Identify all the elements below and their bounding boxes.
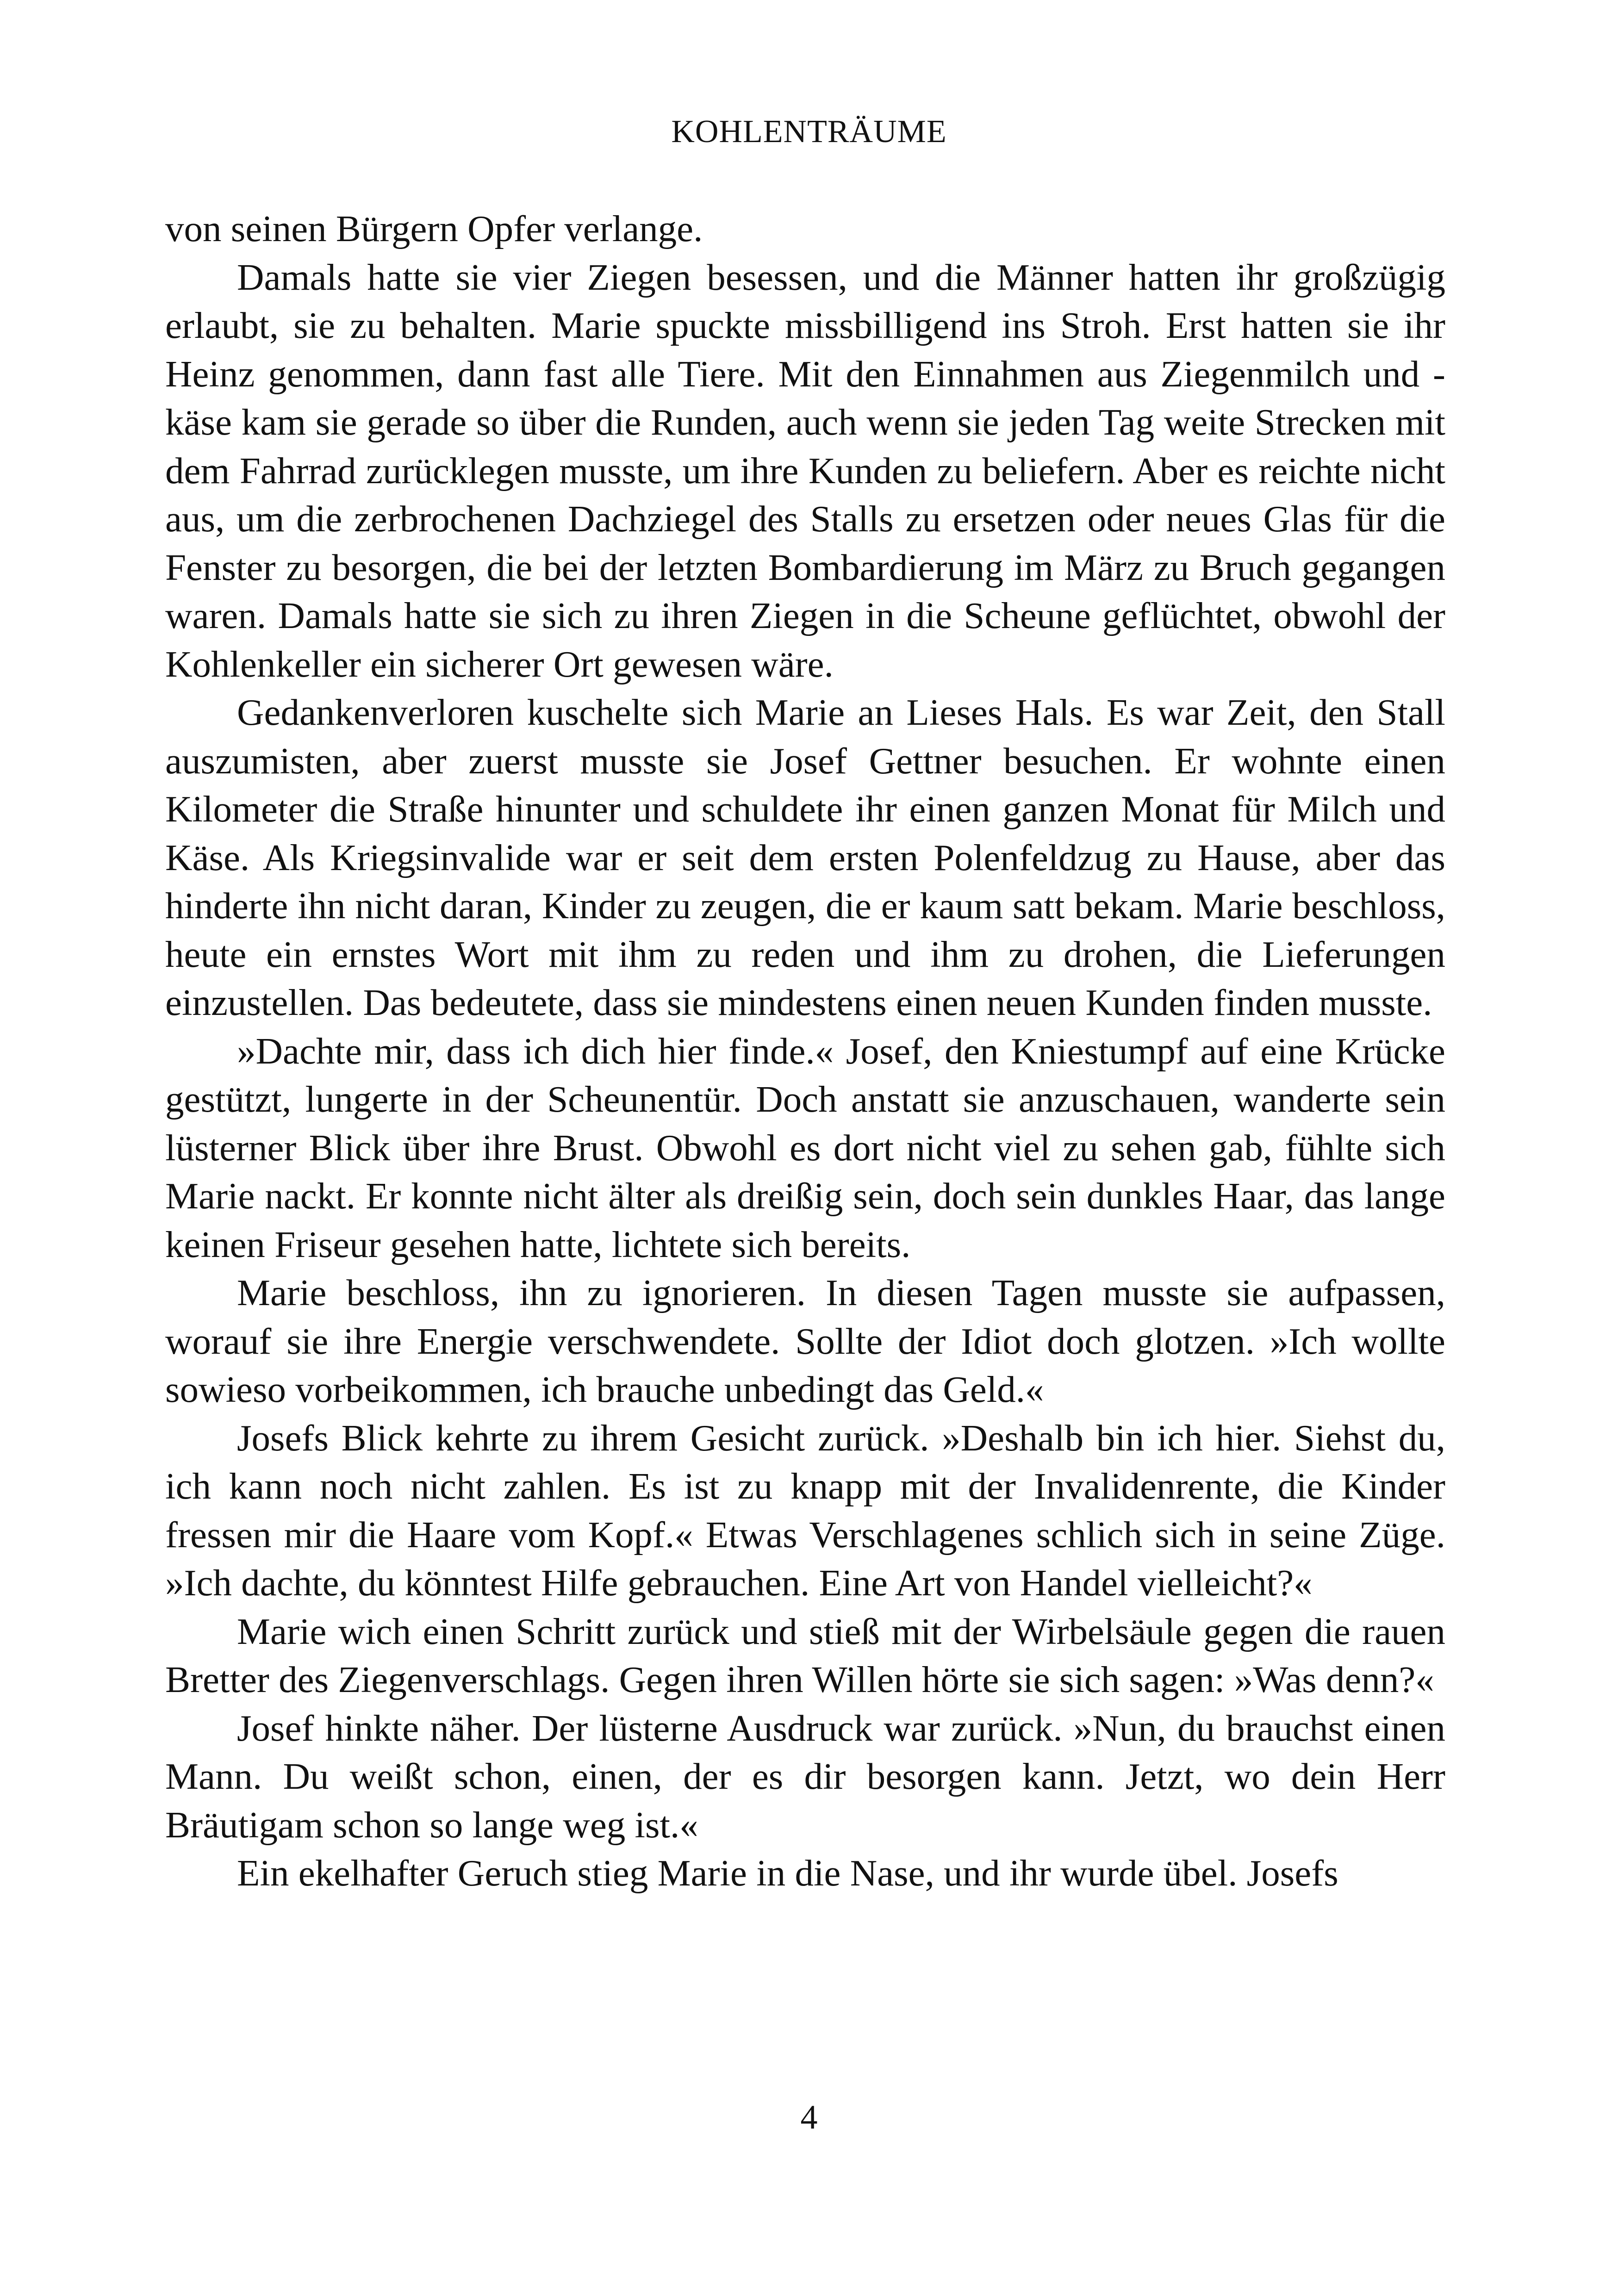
paragraph: »Dachte mir, dass ich dich hier finde.« Josef, den Kniestumpf auf eine Krücke gestützt, lungerte in der Scheunentür. Doch anstatt sie anzuschauen, wanderte sein lüsterner Blick über ihre Brust. Obwohl es dort nicht viel zu sehen gab, fühlte sich Marie nackt. Er konnte nicht älter als dreißig sein, doch sein dunkles Haar, das lange keinen Friseur gesehen hatte, lichtete sich bereits. <box>165 1030 1445 1265</box>
paragraph: Marie beschloss, ihn zu ignorieren. In diesen Tagen musste sie aufpassen, worauf sie ihre Energie verschwendete. Sollte der Idiot doch glotzen. »Ich wollte sowieso vorbeikommen, ich brauche unbedingt das Geld.« <box>165 1272 1445 1410</box>
page-number: 4 <box>800 2098 818 2136</box>
paragraph: Marie wich einen Schritt zurück und stieß mit der Wirbelsäule gegen die rauen Bretter des Ziegenverschlags. Gegen ihren Willen hörte sie sich sagen: »Was denn?« <box>165 1610 1445 1700</box>
paragraph: Josef hinkte näher. Der lüsterne Ausdruck war zurück. »Nun, du brauchst einen Mann. Du weißt schon, einen, der es dir besorgen kann. Jetzt, wo dein Herr Bräutigam schon so lange weg ist.« <box>165 1707 1445 1846</box>
paragraph-continuation: von seinen Bürgern Opfer verlange. <box>165 208 703 249</box>
paragraph-last: Ein ekelhafter Geruch stieg Marie in die Nase, und ihr wurde übel. Josefs <box>237 1852 1338 1894</box>
paragraph: Damals hatte sie vier Ziegen besessen, und die Männer hatten ihr großzügig erlaubt, sie zu behalten. Marie spuckte missbilligend ins Stroh. Erst hatten sie ihr Heinz genommen, dann fast alle Tiere. Mit den Einnahmen aus Ziegenmilch und -käse kam sie gerade so über die Runden, auch wenn sie jeden Tag weite Strecken mit dem Fahrrad zurücklegen musste, um ihre Kunden zu beliefern. Aber es reichte nicht aus, um die zerbrochenen Dachziegel des Stalls zu ersetzen oder neues Glas für die Fenster zu besorgen, die bei der letzten Bombardierung im März zu Bruch gegangen waren. Damals hatte sie sich zu ihren Ziegen in die Scheune geflüchtet, obwohl der Kohlenkeller ein sicherer Ort gewesen wäre. <box>165 256 1445 685</box>
paragraph: Josefs Blick kehrte zu ihrem Gesicht zurück. »Deshalb bin ich hier. Siehst du, ich kann noch nicht zahlen. Es ist zu knapp mit der Invalidenrente, die Kinder fressen mir die Haare vom Kopf.« Etwas Verschlagenes schlich sich in seine Züge. »Ich dachte, du könntest Hilfe gebrauchen. Eine Art von Handel vielleicht?« <box>165 1417 1445 1604</box>
running-header: KOHLENTRÄUME <box>671 114 947 149</box>
paragraph: Gedankenverloren kuschelte sich Marie an Lieses Hals. Es war Zeit, den Stall auszumisten, aber zuerst musste sie Josef Gettner besuchen. Er wohnte einen Kilometer die Straße hinunter und schuldete ihr einen ganzen Monat für Milch und Käse. Als Kriegsinvalide war er seit dem ersten Polenfeldzug zu Hause, aber das hinderte ihn nicht daran, Kinder zu zeugen, die er kaum satt bekam. Marie beschloss, heute ein ernstes Wort mit ihm zu reden und ihm zu drohen, die Lieferungen einzustellen. Das bedeutete, dass sie mindestens einen neuen Kunden finden musste. <box>165 691 1445 1023</box>
body-text <box>165 205 1445 1898</box>
